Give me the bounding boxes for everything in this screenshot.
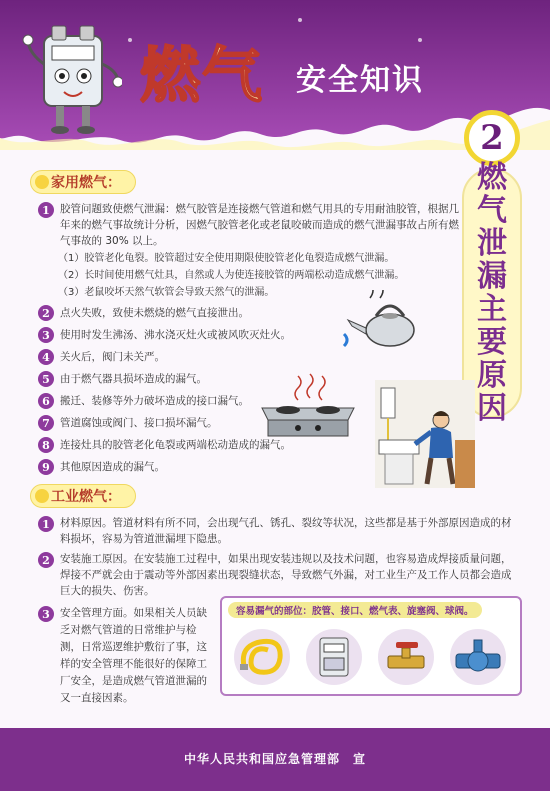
item-number: 6	[38, 393, 54, 409]
page-title: 燃气	[140, 41, 264, 111]
number-badge	[464, 110, 520, 166]
list-item	[60, 515, 520, 547]
list-item	[60, 201, 460, 249]
gas-stove-icon	[258, 372, 358, 442]
vertical-title-char: 泄	[477, 226, 507, 261]
leak-prone-parts-box	[220, 596, 522, 696]
list-item: 由于燃气器具损坏造成的漏气。	[60, 373, 207, 385]
item-number: 1	[38, 516, 54, 532]
item-line: 厂安全，是造成燃气管道泄漏的	[60, 675, 207, 687]
item-line: 安装施工原因。在安装施工过程中，如果出现安装违规以及技术问题，也容易造成焊接质量问题，	[60, 553, 512, 565]
item-number: 2	[38, 305, 54, 321]
item-line: 安全管理方面。如果相关人员缺	[60, 607, 207, 619]
vertical-title-char: 气	[477, 193, 507, 228]
item-line: 又一直接因素。	[60, 692, 134, 704]
item-line: 乏对燃气管道的日常维护与检	[60, 624, 197, 636]
item-line: 料损坏，容易为管道泄漏埋下隐患。	[60, 533, 228, 545]
item-line: 样的安全管理不能很好的保障工	[60, 658, 207, 670]
sub-item: （2）长时间使用燃气灶具，自然或人为使连接胶管的两端松动造成燃气泄漏。	[58, 270, 405, 281]
kettle-icon	[340, 290, 430, 350]
leak-prone-parts-heading: 容易漏气的部位：胶管、接口、燃气表、旋塞阀、球阀。	[228, 602, 482, 618]
list-item: 关火后，阀门未关严。	[60, 351, 165, 363]
ball-valve-icon	[446, 626, 510, 688]
page-subtitle: 安全知识	[296, 63, 424, 98]
vertical-title-char: 因	[477, 391, 507, 426]
vertical-title-char: 漏	[477, 259, 507, 294]
section-heading-industrial	[30, 484, 136, 508]
gas-meter-icon	[302, 626, 366, 688]
item-line: 材料原因。管道材料有所不同，会出现气孔、锈孔、裂纹等状况，这些都是基于外部原因造成的材	[60, 517, 512, 529]
vertical-title-char: 主	[477, 292, 507, 327]
list-item: 点火失败，致使未燃烧的燃气直接泄出。	[60, 307, 249, 319]
badge-number: 2	[480, 118, 504, 158]
section-heading-label: 工业燃气：	[51, 489, 121, 505]
vertical-title-char: 燃	[477, 160, 507, 195]
item-line: 年来的燃气事故统计分析，因燃气胶管老化或老鼠咬破而造成的燃气泄漏事故占所有燃	[60, 219, 459, 231]
list-item	[60, 551, 520, 599]
item-number: 7	[38, 415, 54, 431]
section-heading-label: 家用燃气：	[51, 175, 121, 191]
item-line: 测，日常巡逻维护敷衍了事，这	[60, 641, 207, 653]
item-number: 1	[38, 202, 54, 218]
sub-item: （1）胶管老化龟裂。胶管超过安全使用期限使胶管老化龟裂造成燃气泄漏。	[58, 253, 395, 264]
list-item: 使用时发生沸汤、沸水浇灭灶火或被风吹灭灶火。	[60, 329, 291, 341]
item-line: 胶管问题致使燃气泄漏：燃气胶管是连接燃气管道和燃气用具的专用耐油胶管，根据几	[60, 203, 459, 215]
item-number: 3	[38, 606, 54, 622]
footer-text: 中华人民共和国应急管理部 宣	[183, 752, 366, 766]
list-item: 搬迁、装修等外力破坏造成的接口漏气。	[60, 395, 249, 407]
vertical-title-char: 原	[477, 358, 507, 393]
item-number: 9	[38, 459, 54, 475]
list-item: 其他原因造成的漏气。	[60, 461, 165, 473]
item-number: 2	[38, 552, 54, 568]
item-number: 5	[38, 371, 54, 387]
rubber-hose-icon	[230, 626, 294, 688]
section-heading-household	[30, 170, 136, 194]
list-item: 连接灶具的胶管老化龟裂或两端松动造成的漏气。	[60, 439, 291, 451]
vertical-title-char: 要	[477, 325, 507, 360]
item-number: 3	[38, 327, 54, 343]
item-line: 巨大的损失、伤害。	[60, 585, 155, 597]
sub-item: （3）老鼠咬坏天然气软管会导致天然气的泄漏。	[58, 287, 275, 298]
plug-valve-icon	[374, 626, 438, 688]
item-line: 焊接不严就会由于震动等外部因素出现裂缝状态，导致燃气外漏，对工业生产及工作人员都会造成	[60, 569, 512, 581]
item-line: 气事故的 30% 以上。	[60, 235, 164, 247]
list-item: 管道腐蚀或阀门、接口损坏漏气。	[60, 417, 218, 429]
person-at-sink-icon	[375, 380, 475, 488]
item-number: 8	[38, 437, 54, 453]
gas-meter-mascot-icon	[22, 14, 122, 144]
list-item	[60, 605, 220, 707]
item-number: 4	[38, 349, 54, 365]
